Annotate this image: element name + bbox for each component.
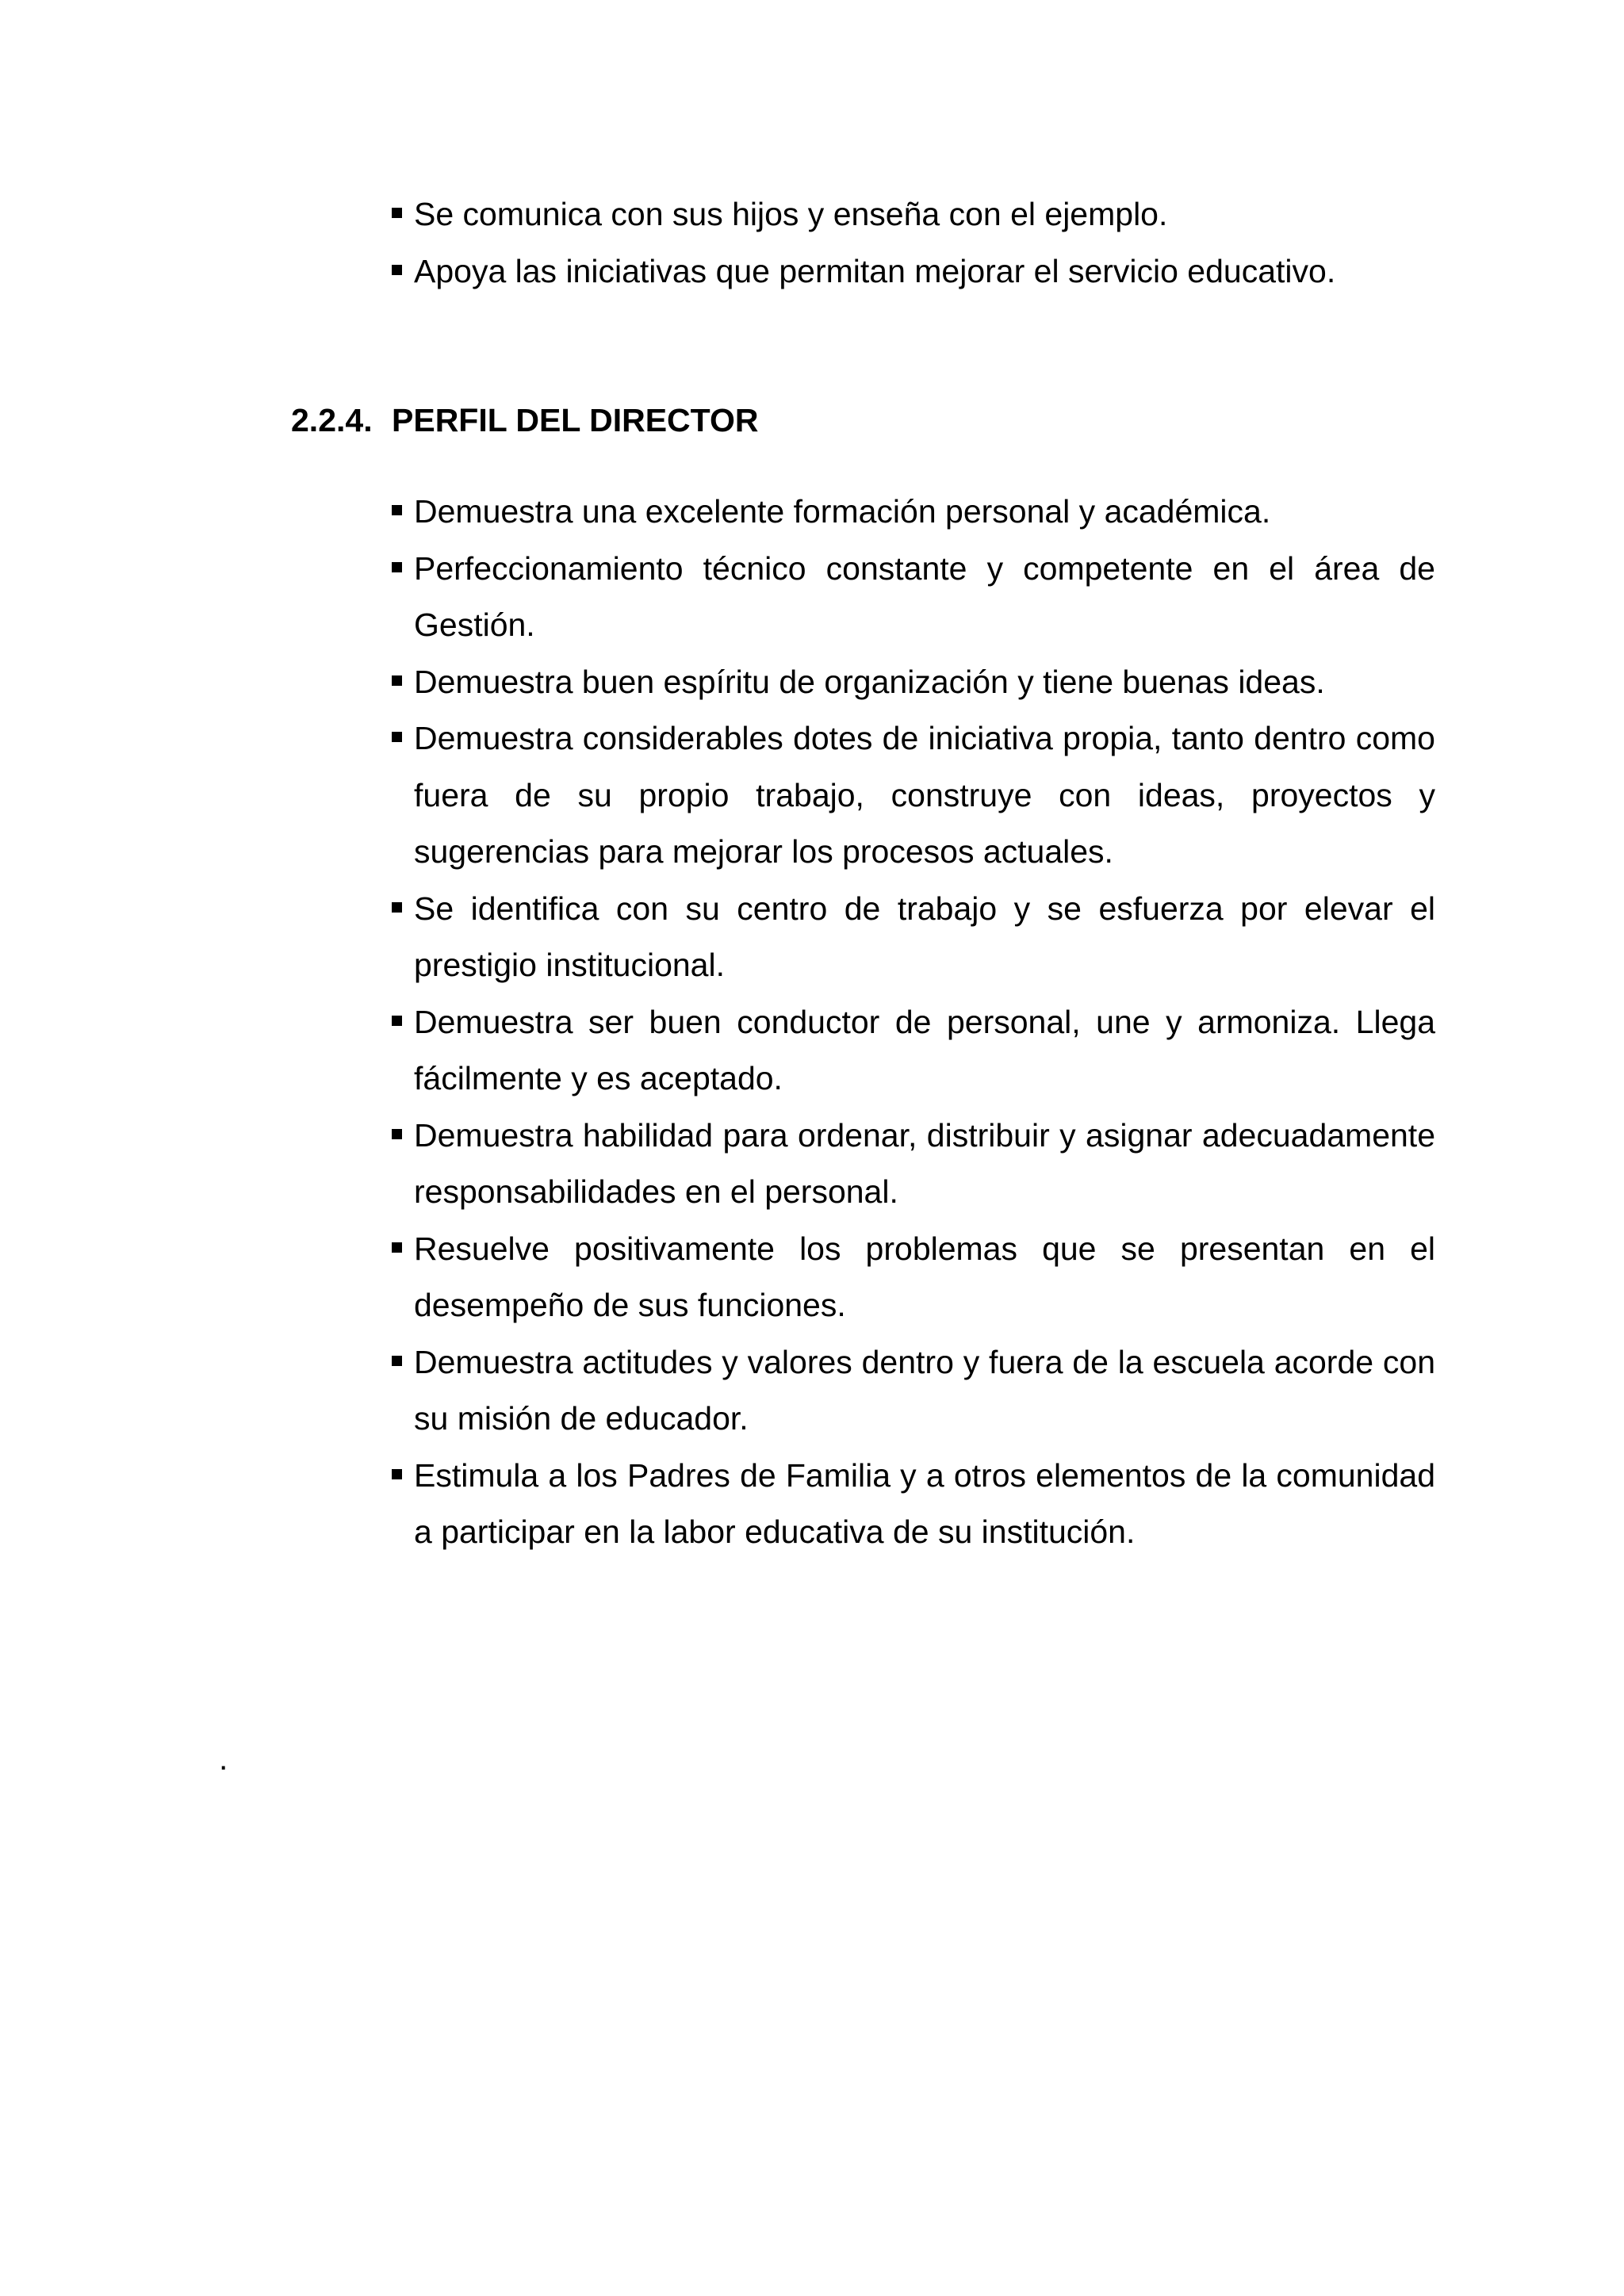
list-item-text: Demuestra una excelente formación personal y académica. <box>414 493 1271 530</box>
list-item-text: Se comunica con sus hijos y enseña con el ejemplo. <box>414 196 1168 232</box>
square-bullet-icon <box>392 208 402 218</box>
director-profile-list <box>389 484 1435 1561</box>
square-bullet-icon <box>392 1356 402 1366</box>
list-item-text: Perfeccionamiento técnico constante y competente en el área de Gestión. <box>414 549 1435 643</box>
list-item <box>389 994 1435 1108</box>
list-item <box>389 1108 1435 1221</box>
list-item <box>389 243 1435 300</box>
square-bullet-icon <box>392 675 402 686</box>
list-item <box>389 1334 1435 1448</box>
list-item <box>389 710 1435 881</box>
list-item-text: Demuestra buen espíritu de organización y tiene buenas ideas. <box>414 663 1325 700</box>
list-item <box>389 1221 1435 1334</box>
square-bullet-icon <box>392 732 402 742</box>
square-bullet-icon <box>392 265 402 275</box>
section-heading <box>291 396 758 444</box>
square-bullet-icon <box>392 1016 402 1026</box>
list-item-text: Demuestra habilidad para ordenar, distribuir y asignar adecuadamente responsabilidades en el personal. <box>414 1116 1435 1210</box>
list-item <box>389 186 1435 243</box>
list-item <box>389 541 1435 654</box>
list-item-text: Demuestra actitudes y valores dentro y fuera de la escuela acorde con su misión de educador. <box>414 1343 1435 1437</box>
section-title: PERFIL DEL DIRECTOR <box>392 402 759 438</box>
square-bullet-icon <box>392 902 402 913</box>
list-item-text: Demuestra considerables dotes de iniciativa propia, tanto dentro como fuera de su propio trabajo, construye con ideas, proyectos y sugerencias para mejorar los procesos actuales. <box>414 720 1435 870</box>
list-item-text: Demuestra ser buen conductor de personal, une y armoniza. Llega fácilmente y es aceptado. <box>414 1003 1435 1096</box>
list-item <box>389 484 1435 541</box>
square-bullet-icon <box>392 505 402 515</box>
parent-traits-list <box>389 186 1435 300</box>
square-bullet-icon <box>392 562 402 572</box>
section-number: 2.2.4. <box>291 402 373 438</box>
list-item <box>389 654 1435 711</box>
list-item-text: Apoya las iniciativas que permitan mejorar el servicio educativo. <box>414 252 1336 289</box>
square-bullet-icon <box>392 1242 402 1253</box>
square-bullet-icon <box>392 1469 402 1479</box>
footer-mark: . <box>219 1740 228 1777</box>
list-item <box>389 1448 1435 1561</box>
square-bullet-icon <box>392 1129 402 1139</box>
list-item-text: Se identifica con su centro de trabajo y se esfuerza por elevar el prestigio institucional. <box>414 890 1435 983</box>
list-item-text: Estimula a los Padres de Familia y a otros elementos de la comunidad a participar en la labor educativa de su institución. <box>414 1456 1435 1550</box>
list-item-text: Resuelve positivamente los problemas que se presentan en el desempeño de sus funciones. <box>414 1230 1435 1323</box>
list-item <box>389 881 1435 994</box>
